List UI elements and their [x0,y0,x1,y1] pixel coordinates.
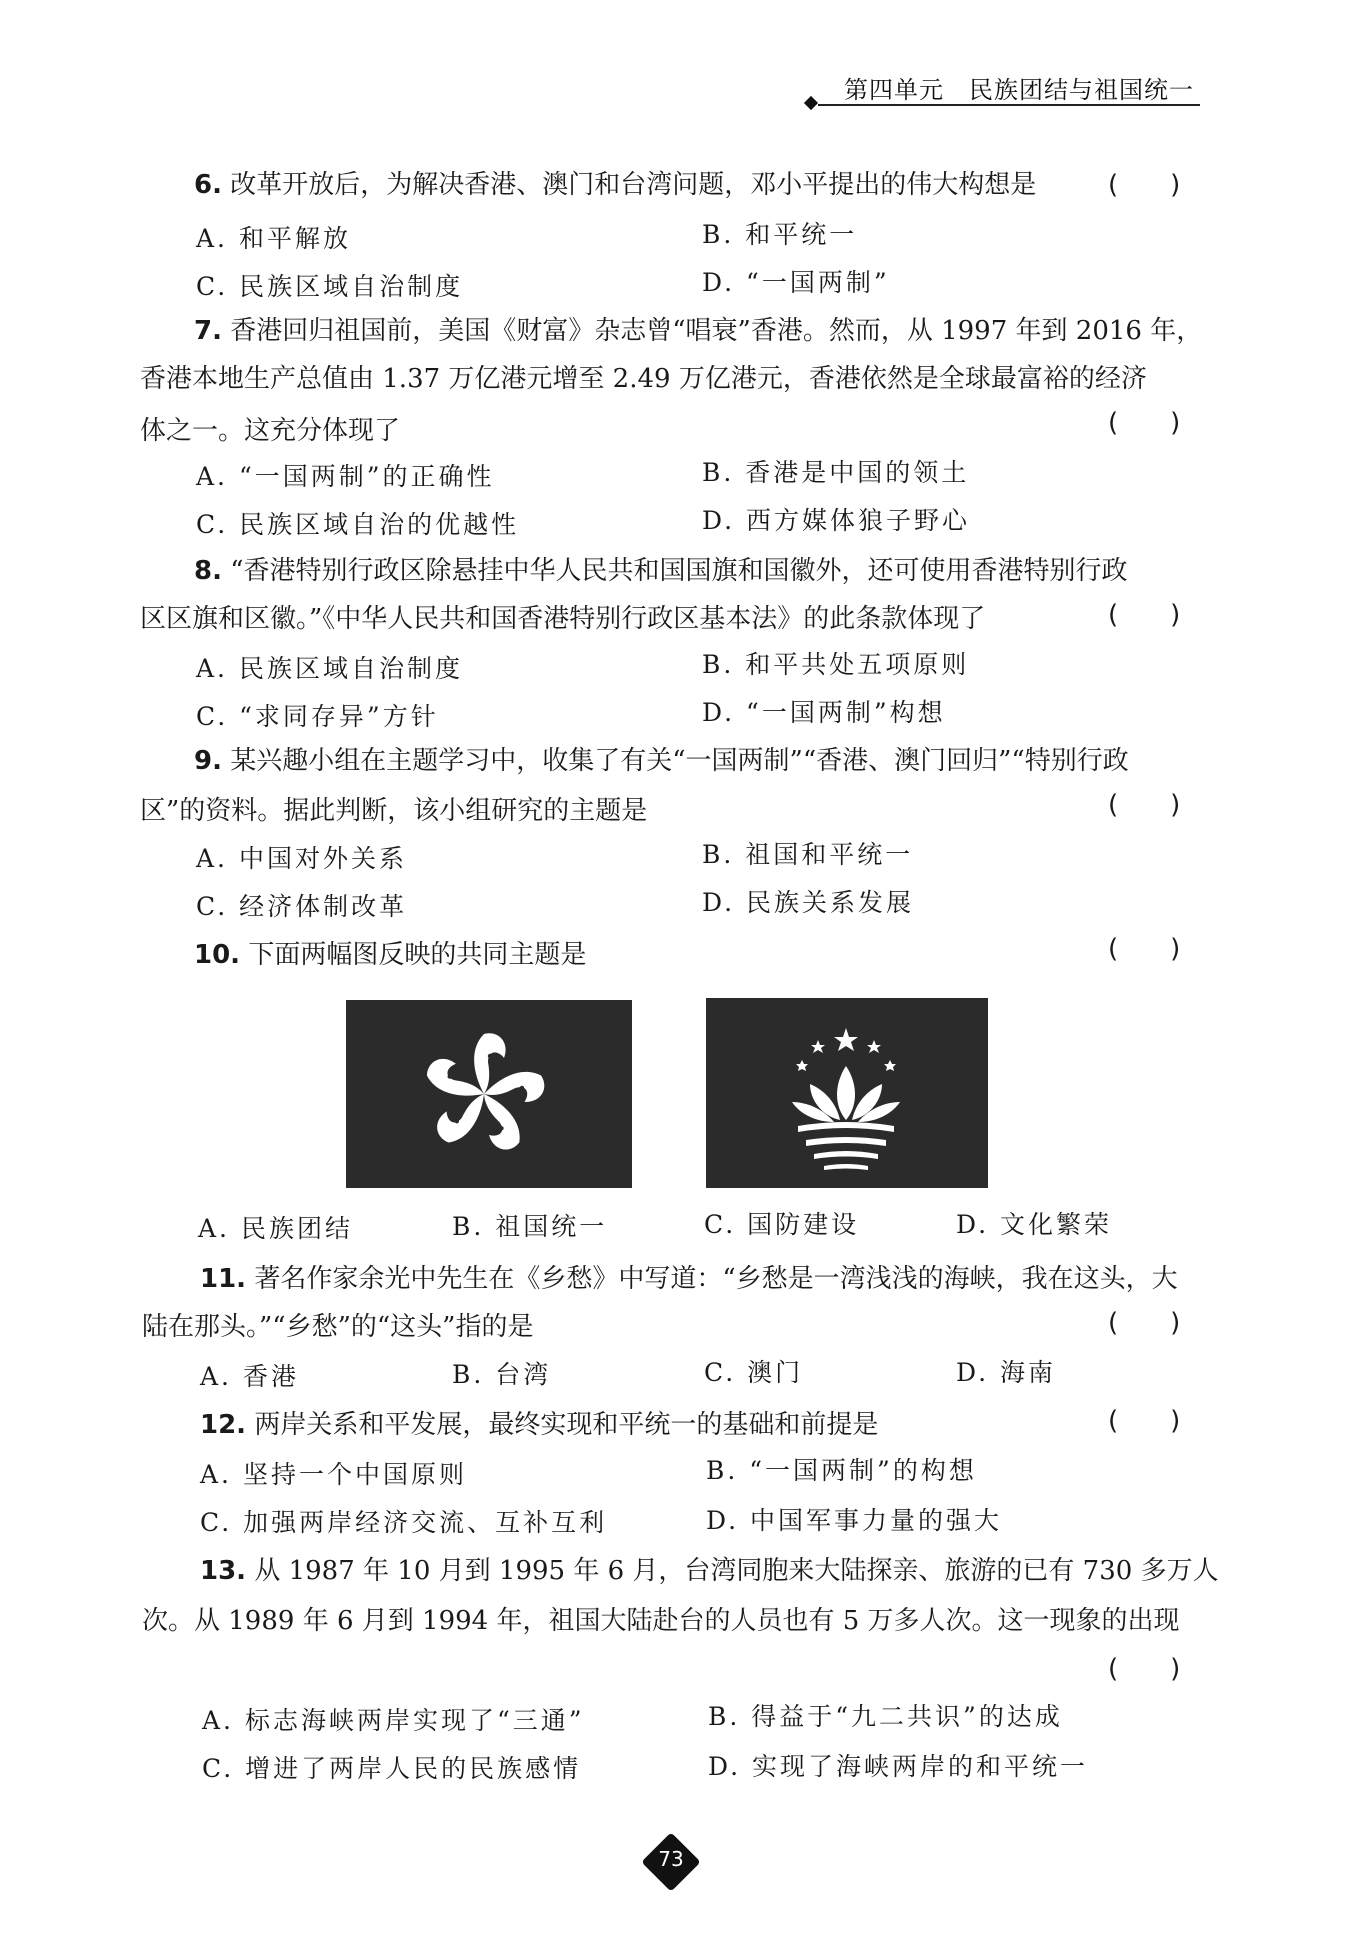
hong-kong-flag [346,1000,632,1188]
question-9-line-2: 区”的资料。据此判断，该小组研究的主题是 [140,796,648,826]
option-7b: B. 香港是中国的领土 [702,458,970,487]
answer-blank-7: ( ) [1108,408,1181,438]
option-7c: C. 民族区域自治的优越性 [196,510,520,539]
option-12b: B. “一国两制”的构想 [706,1456,977,1485]
option-6b: B. 和平统一 [702,220,858,249]
option-13a: A. 标志海峡两岸实现了“三通” [202,1706,585,1735]
answer-blank-10: ( ) [1108,934,1181,964]
answer-blank-12: ( ) [1108,1406,1181,1436]
bauhinia-flower-icon [346,1000,632,1188]
question-7-line-2: 香港本地生产总值由 1.37 万亿港元增至 2.49 万亿港元，香港依然是全球最富裕的经济 [140,364,1147,394]
option-10c: C. 国防建设 [704,1210,860,1239]
page-header [800,70,1200,106]
answer-blank-6: ( ) [1108,170,1181,200]
question-8-line-1: 8. “香港特别行政区除悬挂中华人民共和国国旗和国徽外，还可使用香港特别行政 [194,556,1128,586]
header-rule [818,104,1200,106]
question-7-line-3: 体之一。这充分体现了 [140,416,401,446]
question-11-line-1: 11. 著名作家余光中先生在《乡愁》中写道：“乡愁是一湾浅浅的海峡，我在这头，大 [200,1264,1178,1294]
question-13-line-1: 13. 从 1987 年 10 月到 1995 年 6 月，台湾同胞来大陆探亲、旅游的已有 730 多万人 [200,1556,1219,1586]
answer-blank-13: ( ) [1108,1654,1181,1684]
page-number-badge [642,1833,700,1891]
lotus-flower-icon [706,998,988,1188]
diamond-icon [804,96,818,110]
option-13d: D. 实现了海峡两岸的和平统一 [708,1752,1089,1781]
option-10b: B. 祖国统一 [452,1212,608,1241]
option-12d: D. 中国军事力量的强大 [706,1506,1003,1535]
answer-blank-8: ( ) [1108,600,1181,630]
option-8a: A. 民族区域自治制度 [196,654,463,683]
option-7a: A. “一国两制”的正确性 [196,462,495,491]
question-9-line-1: 9. 某兴趣小组在主题学习中，收集了有关“一国两制”“香港、澳门回归”“特别行政 [194,746,1129,776]
question-11-line-2: 陆在那头。”“乡愁”的“这头”指的是 [142,1312,534,1342]
option-6a: A. 和平解放 [196,224,351,253]
option-11c: C. 澳门 [704,1358,804,1387]
option-11d: D. 海南 [956,1358,1057,1387]
option-9d: D. 民族关系发展 [702,888,915,917]
option-13c: C. 增进了两岸人民的民族感情 [202,1754,582,1783]
option-12c: C. 加强两岸经济交流、互补互利 [200,1508,608,1537]
question-6-stem: 6. 改革开放后，为解决香港、澳门和台湾问题，邓小平提出的伟大构想是 [194,170,1037,200]
option-9c: C. 经济体制改革 [196,892,408,921]
option-6d: D. “一国两制” [702,268,890,297]
unit-title: 第四单元 民族团结与祖国统一 [844,76,1194,104]
option-7d: D. 西方媒体狼子野心 [702,506,971,535]
option-8b: B. 和平共处五项原则 [702,650,970,679]
answer-blank-11: ( ) [1108,1308,1181,1338]
option-9b: B. 祖国和平统一 [702,840,914,869]
question-13-line-2: 次。从 1989 年 6 月到 1994 年，祖国大陆赴台的人员也有 5 万多人次。这一现象的出现 [142,1606,1180,1636]
option-12a: A. 坚持一个中国原则 [200,1460,467,1489]
answer-blank-9: ( ) [1108,790,1181,820]
option-9a: A. 中国对外关系 [196,844,407,873]
option-10d: D. 文化繁荣 [956,1210,1113,1239]
question-10-stem: 10. 下面两幅图反映的共同主题是 [194,940,587,970]
option-11b: B. 台湾 [452,1360,552,1389]
macau-flag [706,998,988,1188]
question-7-line-1: 7. 香港回归祖国前，美国《财富》杂志曾“唱衰”香港。然而，从 1997 年到 2016 年， [194,316,1203,346]
option-11a: A. 香港 [200,1362,299,1391]
page-number: 73 [658,1847,684,1871]
option-10a: A. 民族团结 [198,1214,353,1243]
option-8c: C. “求同存异”方针 [196,702,439,731]
option-6c: C. 民族区域自治制度 [196,272,464,301]
question-8-line-2: 区区旗和区徽。”《中华人民共和国香港特别行政区基本法》的此条款体现了 [140,604,986,634]
option-13b: B. 得益于“九二共识”的达成 [708,1702,1063,1731]
question-12-stem: 12. 两岸关系和平发展，最终实现和平统一的基础和前提是 [200,1410,879,1440]
option-8d: D. “一国两制”构想 [702,698,946,727]
